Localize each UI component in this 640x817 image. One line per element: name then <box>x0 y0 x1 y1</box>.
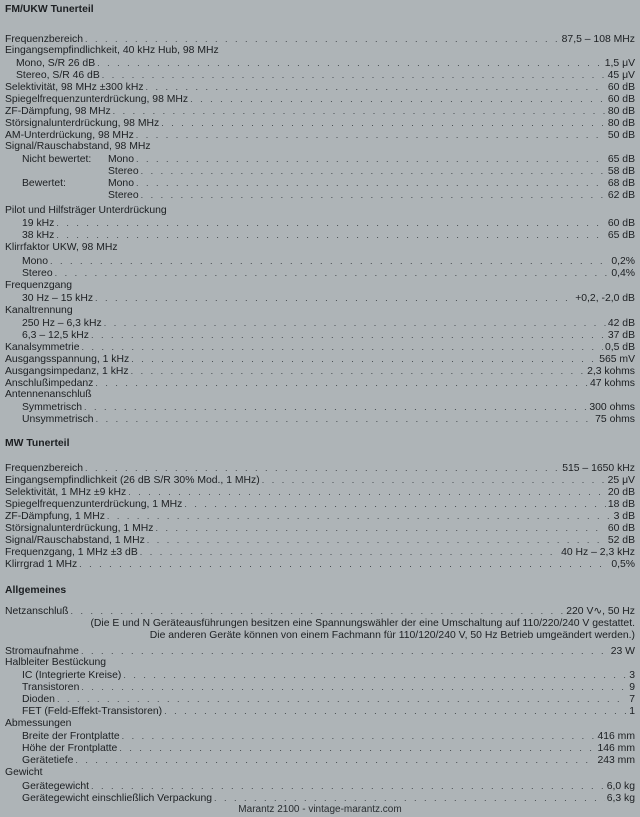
spec-row <box>5 462 635 474</box>
spec-value: 1,5 μV <box>604 58 635 69</box>
spec-value: 68 dB <box>607 178 635 189</box>
spec-value: 87,5 – 108 MHz <box>561 34 635 45</box>
spec-value: 23 W <box>610 646 635 657</box>
spec-label: Frequenzbereich <box>5 463 83 474</box>
spec-row <box>5 486 635 498</box>
spec-row <box>22 229 635 241</box>
spec-value: 25 μV <box>607 475 635 486</box>
spec-row <box>5 510 635 522</box>
spec-value: 565 mV <box>599 354 635 365</box>
spec-value: 243 mm <box>597 755 635 766</box>
spec-value: 3 dB <box>613 511 635 522</box>
spec-value: 300 ohms <box>589 402 635 413</box>
spec-row <box>5 93 635 105</box>
spec-value: 42 dB <box>607 318 635 329</box>
spec-row <box>16 57 635 69</box>
spec-label: Ausgangsspannung, 1 kHz <box>5 354 130 365</box>
spec-value: 75 ohms <box>595 414 635 425</box>
spec-label: Transistoren <box>22 682 80 693</box>
spec-row <box>22 255 635 267</box>
spec-row <box>5 522 635 534</box>
spec-row <box>22 730 635 742</box>
spec-label: Frequenzbereich <box>5 34 83 45</box>
spec-label: ZF-Dämpfung, 1 MHz <box>5 511 105 522</box>
spec-label: Ausgangsimpedanz, 1 kHz <box>5 366 129 377</box>
spec-row <box>5 33 635 45</box>
spec-row <box>5 558 635 570</box>
spec-label: ZF-Dämpfung, 98 MHz <box>5 106 111 117</box>
mw-section-title: MW Tunerteil <box>5 438 70 449</box>
spec-label: IC (Integrierte Kreise) <box>22 670 122 681</box>
spec-row <box>5 353 635 365</box>
spec-row <box>5 546 635 558</box>
footer-caption: Marantz 2100 - vintage-marantz.com <box>238 804 402 815</box>
spec-row <box>5 365 635 377</box>
spec-row <box>22 754 635 766</box>
spec-value: 80 dB <box>607 106 635 117</box>
spec-value: 6,3 kg <box>606 793 635 804</box>
spec-label: Stereo, S/R 46 dB <box>16 70 100 81</box>
spec-value: 18 dB <box>607 499 635 510</box>
spec-value: 65 dB <box>607 154 635 165</box>
spec-row <box>22 292 635 304</box>
spec-row <box>5 81 635 93</box>
spec-label: Störsignalunterdrückung, 98 MHz <box>5 118 160 129</box>
spec-row <box>5 377 635 389</box>
spec-value: 60 dB <box>607 218 635 229</box>
spec-value: 220 V∿, 50 Hz <box>566 606 635 617</box>
voltage-note-line-2: Die anderen Geräte können von einem Fachmann für 110/120/240 V, 50 Hz Betrieb umgeändert werden.) <box>149 630 635 641</box>
spec-row <box>22 401 635 413</box>
voltage-note-line-1: (Die E und N Geräteausführungen besitzen eine Spannungswähler der eine Umschaltung auf 110/220/240 V gestattet. <box>90 618 635 629</box>
spec-label: Spiegelfrequenzunterdrückung, 98 MHz <box>5 94 189 105</box>
spec-label: AM-Unterdrückung, 98 MHz <box>5 130 134 141</box>
spec-label: Dioden <box>22 694 55 705</box>
spec-row <box>5 534 635 546</box>
spec-label: Signal/Rauschabstand, 1 MHz <box>5 535 145 546</box>
spec-label: Gerätegewicht <box>22 781 89 792</box>
spec-value: 1 <box>629 706 635 717</box>
general-section-title: Allgemeines <box>5 585 67 596</box>
spec-row <box>5 474 635 486</box>
spec-label: 250 Hz – 6,3 kHz <box>22 318 102 329</box>
spec-label: FET (Feld-Effekt-Transistoren) <box>22 706 163 717</box>
spec-group-label: Eingangsempfindlichkeit, 40 kHz Hub, 98 MHz <box>5 45 219 56</box>
spec-label: 6,3 – 12,5 kHz <box>22 330 90 341</box>
spec-row <box>5 129 635 141</box>
spec-value: 146 mm <box>597 743 635 754</box>
spec-row <box>22 189 635 201</box>
spec-label: Breite der Frontplatte <box>22 731 120 742</box>
spec-row <box>5 645 635 657</box>
spec-value: 47 kohms <box>589 378 635 389</box>
spec-value: 20 dB <box>607 487 635 498</box>
spec-label: Gerätetiefe <box>22 755 74 766</box>
spec-label: Klirrgrad 1 MHz <box>5 559 78 570</box>
spec-label: Frequenzgang, 1 MHz ±3 dB <box>5 547 138 558</box>
spec-label: Eingangsempfindlichkeit (26 dB S/R 30% Mod., 1 MHz) <box>5 475 260 486</box>
spec-label: Bewertet: <box>22 178 66 189</box>
spec-row <box>22 153 635 165</box>
spec-value: 7 <box>629 694 635 705</box>
spec-row <box>22 267 635 279</box>
spec-row <box>22 780 635 792</box>
spec-value: 60 dB <box>607 82 635 93</box>
spec-value: 37 dB <box>607 330 635 341</box>
spec-row <box>22 165 635 177</box>
spec-row <box>22 681 635 693</box>
spec-row <box>22 177 635 189</box>
spec-label: Selektivität, 98 MHz ±300 kHz <box>5 82 144 93</box>
spec-group-label: Klirrfaktor UKW, 98 MHz <box>5 242 118 253</box>
spec-label: 38 kHz <box>22 230 55 241</box>
spec-group-label: Frequenzgang <box>5 280 73 291</box>
spec-label: Nicht bewertet: <box>22 154 92 165</box>
spec-row <box>5 341 635 353</box>
spec-group-label: Halbleiter Bestückung <box>5 657 107 668</box>
spec-label: Höhe der Frontplatte <box>22 743 118 754</box>
spec-row <box>5 117 635 129</box>
spec-label: Stereo <box>22 268 53 279</box>
spec-value: 60 dB <box>607 523 635 534</box>
spec-value: 2,3 kohms <box>587 366 635 377</box>
spec-sublabel: Mono <box>108 178 134 189</box>
fm-section-title: FM/UKW Tunerteil <box>5 4 94 15</box>
spec-sublabel: Stereo <box>108 190 139 201</box>
spec-label: Selektivität, 1 MHz ±9 kHz <box>5 487 127 498</box>
spec-value: 40 Hz – 2,3 kHz <box>561 547 635 558</box>
spec-value: 52 dB <box>607 535 635 546</box>
spec-value: 515 – 1650 kHz <box>562 463 635 474</box>
spec-label: Netzanschluß <box>5 606 69 617</box>
spec-value: 62 dB <box>607 190 635 201</box>
spec-row <box>22 705 635 717</box>
spec-row <box>5 498 635 510</box>
spec-value: 80 dB <box>607 118 635 129</box>
spec-row <box>22 693 635 705</box>
spec-label: Kanalsymmetrie <box>5 342 80 353</box>
spec-label: Gerätegewicht einschließlich Verpackung <box>22 793 213 804</box>
spec-group-label: Signal/Rauschabstand, 98 MHz <box>5 141 151 152</box>
spec-value: 6,0 kg <box>606 781 635 792</box>
spec-label: Symmetrisch <box>22 402 83 413</box>
spec-label: Unsymmetrisch <box>22 414 94 425</box>
spec-row <box>22 329 635 341</box>
spec-label: Spiegelfrequenzunterdrückung, 1 MHz <box>5 499 183 510</box>
spec-group-label: Antennenanschluß <box>5 389 92 400</box>
spec-label: 30 Hz – 15 kHz <box>22 293 94 304</box>
spec-row <box>5 605 635 617</box>
spec-row <box>22 742 635 754</box>
spec-group-label: Kanaltrennung <box>5 305 73 316</box>
spec-value: 3 <box>629 670 635 681</box>
spec-value: 58 dB <box>607 166 635 177</box>
spec-value: 0,5 dB <box>604 342 635 353</box>
spec-row <box>22 317 635 329</box>
spec-label: Mono, S/R 26 dB <box>16 58 96 69</box>
spec-value: 0,4% <box>611 268 635 279</box>
spec-value: 45 μV <box>607 70 635 81</box>
spec-row <box>16 69 635 81</box>
spec-label: Störsignalunterdrückung, 1 MHz <box>5 523 154 534</box>
spec-row <box>22 669 635 681</box>
spec-group-label: Pilot und Hilfsträger Unterdrückung <box>5 205 167 216</box>
spec-value: 9 <box>629 682 635 693</box>
spec-row <box>5 105 635 117</box>
spec-value: 0,5% <box>611 559 635 570</box>
spec-label: 19 kHz <box>22 218 55 229</box>
spec-sublabel: Stereo <box>108 166 139 177</box>
spec-value: +0,2, -2,0 dB <box>575 293 635 304</box>
spec-group-label: Gewicht <box>5 767 43 778</box>
spec-value: 50 dB <box>607 130 635 141</box>
spec-sublabel: Mono <box>108 154 134 165</box>
spec-value: 65 dB <box>607 230 635 241</box>
spec-value: 60 dB <box>607 94 635 105</box>
spec-label: Mono <box>22 256 48 267</box>
spec-label: Anschlußimpedanz <box>5 378 94 389</box>
spec-group-label: Abmessungen <box>5 718 72 729</box>
spec-row <box>22 217 635 229</box>
spec-row <box>22 413 635 425</box>
spec-value: 416 mm <box>597 731 635 742</box>
spec-label: Stromaufnahme <box>5 646 79 657</box>
spec-value: 0,2% <box>611 256 635 267</box>
